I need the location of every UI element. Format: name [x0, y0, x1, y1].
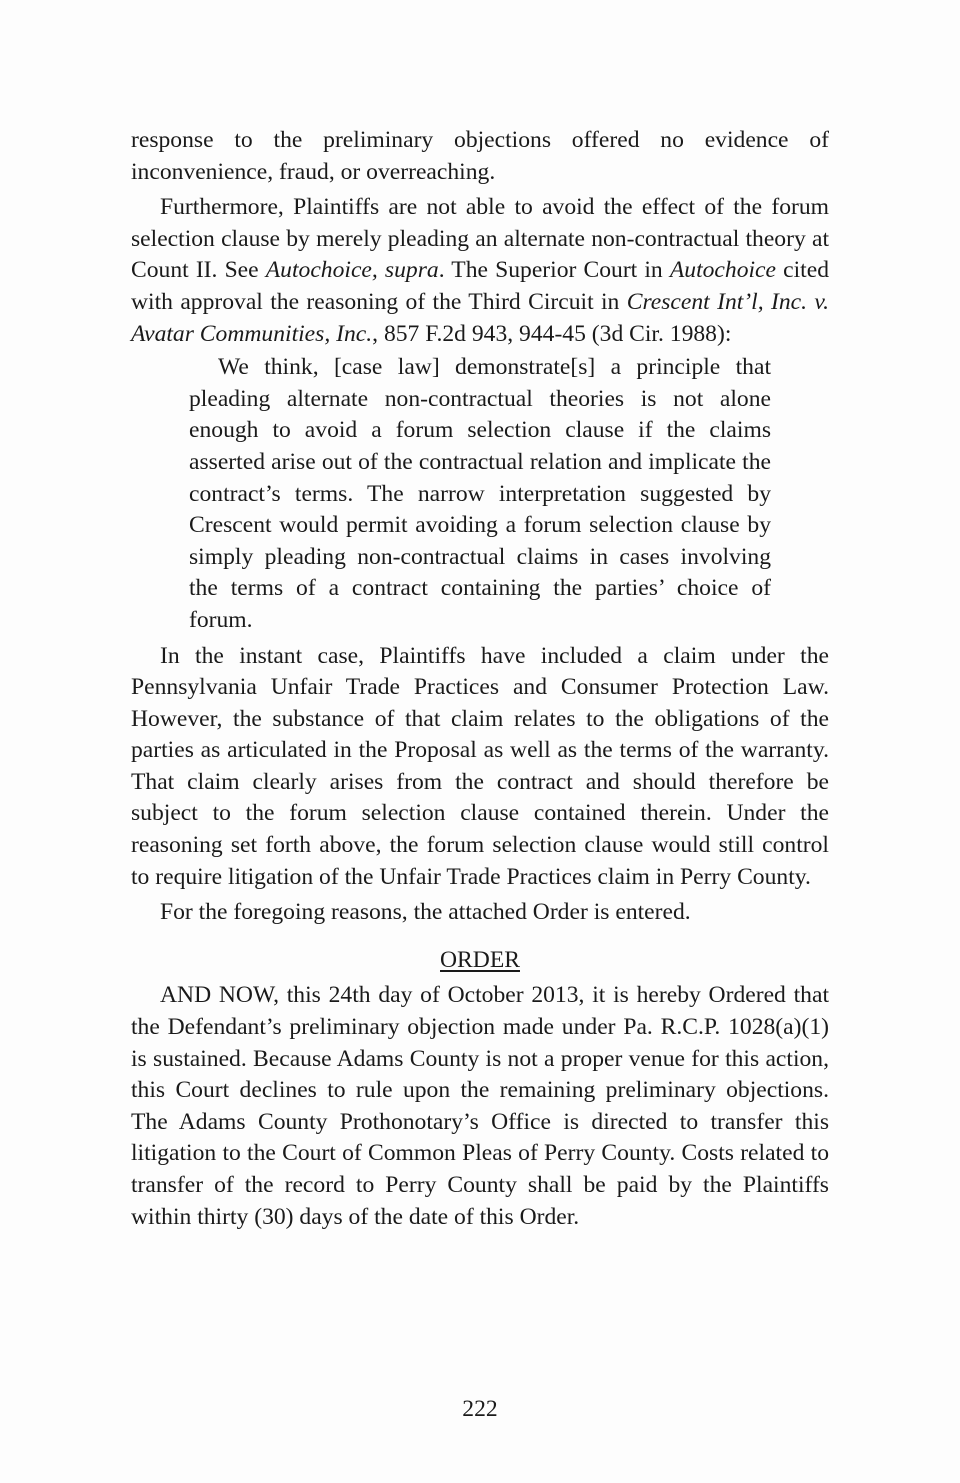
paragraph-conclusion: For the foregoing reasons, the attached Order is entered.	[160, 899, 691, 926]
case-citation: Autochoice, supra	[265, 257, 439, 284]
paragraph-instant-case: In the instant case, Plaintiffs have included a claim under the Pennsylvania Unfair Trade Practices and Consumer Protection Law. However, the substance of that claim relates to the obligations of the parties as articulated in the Proposal as well as the terms of the warranty. That claim clearly arises from the contract and should therefore be subject to the forum selection clause contained therein. Under the reasoning set forth above, the forum selection clause would still control to require litigation of the Unfair Trade Practices claim in Perry County.	[131, 642, 829, 890]
paragraph-order: AND NOW, this 24th day of October 2013, it is hereby Ordered that the Defendant’s preliminary objection made under Pa. R.C.P. 1028(a)(1) is sustained. Because Adams County is not a proper venue for this action, this Court declines to rule upon the remaining preliminary objections. The Adams County Prothonotary’s Office is directed to transfer this litigation to the Court of Common Pleas of Perry County. Costs related to transfer of the record to Perry County shall be paid by the Plaintiffs within thirty (30) days of the date of this Order.	[131, 982, 829, 1230]
text-segment: . The Superior Court in	[438, 257, 670, 284]
block-quote: We think, [case law] demonstrate[s] a principle that pleading alternate non-contractual theories is not alone enough to avoid a forum selection clause if the claims asserted arise out of the contractual relation and implicate the contract’s terms. The narrow interpretation suggested by Crescent would permit avoiding a forum selection clause by simply pleading non-contractual claims in cases involving the terms of a contract containing the parties’ choice of forum.	[189, 354, 771, 633]
body-text	[131, 125, 829, 1233]
text-segment: cited with approval the reasoning of the Third Circuit in	[131, 257, 830, 315]
case-citation: Crescent Int’l, Inc. v. Avatar Communities, Inc.	[131, 288, 829, 347]
text-segment: , 857 F.2d 943, 944-45 (3d Cir. 1988):	[372, 320, 732, 347]
paragraph-continued: response to the preliminary objections offered no evidence of inconvenience, fraud, or overreaching.	[131, 127, 829, 185]
case-citation: Autochoice	[669, 257, 777, 284]
page-number: 222	[462, 1396, 498, 1422]
text-segment: Furthermore, Plaintiffs are not able to avoid the effect of the forum selection clause by merely pleading an alternate non-contractual theory at Count II. See	[131, 194, 829, 284]
paragraph-forum-selection	[131, 192, 829, 350]
order-heading: ORDER	[440, 946, 520, 973]
